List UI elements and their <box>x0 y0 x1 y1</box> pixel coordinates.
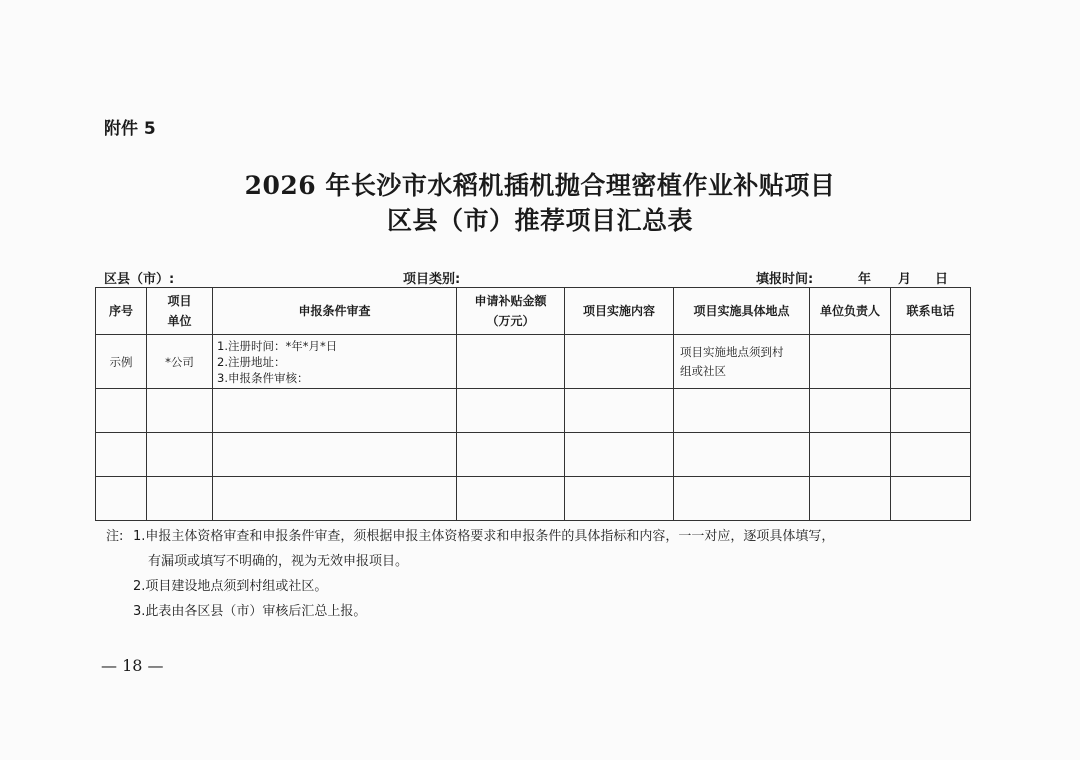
header-amount-line2: （万元） <box>486 314 535 328</box>
example-location <box>674 335 810 389</box>
attachment-label: 附件 5 <box>104 119 156 139</box>
document-title-line1: 2026 年长沙市水稻机插机抛合理密植作业补贴项目 <box>244 171 836 200</box>
note-1 <box>106 524 966 549</box>
example-review-line1: 1.注册时间：*年*月*日 <box>217 338 338 353</box>
header-unit-line2: 单位 <box>167 314 192 328</box>
notes-section <box>106 524 966 624</box>
header-serial: 序号 <box>96 288 147 335</box>
page-number: — 18 — <box>101 656 164 675</box>
note-1-line2: 有漏项或填写不明确的，视为无效申报项目。 <box>148 554 409 569</box>
header-amount-line1: 申请补贴金额 <box>474 294 547 308</box>
table-header-row <box>96 288 971 335</box>
table-row-example <box>96 335 971 389</box>
header-manager: 单位负责人 <box>810 288 891 335</box>
example-location-line1: 项目实施地点须到村 <box>680 344 784 359</box>
header-unit <box>147 288 213 335</box>
header-phone: 联系电话 <box>891 288 971 335</box>
example-manager <box>810 335 891 389</box>
note-1-line1: 1.申报主体资格审查和申报条件审查，须根据申报主体资格要求和申报条件的具体指标和内容，一一对应，逐项具体填写， <box>133 529 835 544</box>
table-row <box>96 389 971 433</box>
example-amount <box>457 335 565 389</box>
date-label: 填报时间: <box>756 272 814 287</box>
header-amount <box>457 288 565 335</box>
county-label: 区县（市）: <box>104 272 175 287</box>
note-2: 2.项目建设地点须到村组或社区。 <box>133 579 328 594</box>
category-label: 项目类别: <box>403 272 461 287</box>
example-review-line2: 2.注册地址： <box>217 354 286 369</box>
date-day: 日 <box>935 272 949 287</box>
table-row <box>96 433 971 477</box>
header-content: 项目实施内容 <box>565 288 674 335</box>
example-phone <box>891 335 971 389</box>
notes-prefix: 注: <box>106 529 124 544</box>
note-3: 3.此表由各区县（市）审核后汇总上报。 <box>133 604 367 619</box>
header-location: 项目实施具体地点 <box>674 288 810 335</box>
example-location-line2: 组或社区 <box>680 363 726 378</box>
date-month: 月 <box>898 272 912 287</box>
example-content <box>565 335 674 389</box>
table-row <box>96 477 971 521</box>
header-review: 申报条件审查 <box>213 288 457 335</box>
example-serial: 示例 <box>96 335 147 389</box>
document-title-line2: 区县（市）推荐项目汇总表 <box>386 206 693 235</box>
header-unit-line1: 项目 <box>167 294 192 308</box>
example-unit: *公司 <box>147 335 213 389</box>
summary-table <box>95 287 971 521</box>
example-review <box>213 335 457 389</box>
example-review-line3: 3.申报条件审核： <box>217 370 309 385</box>
date-year: 年 <box>858 272 872 287</box>
